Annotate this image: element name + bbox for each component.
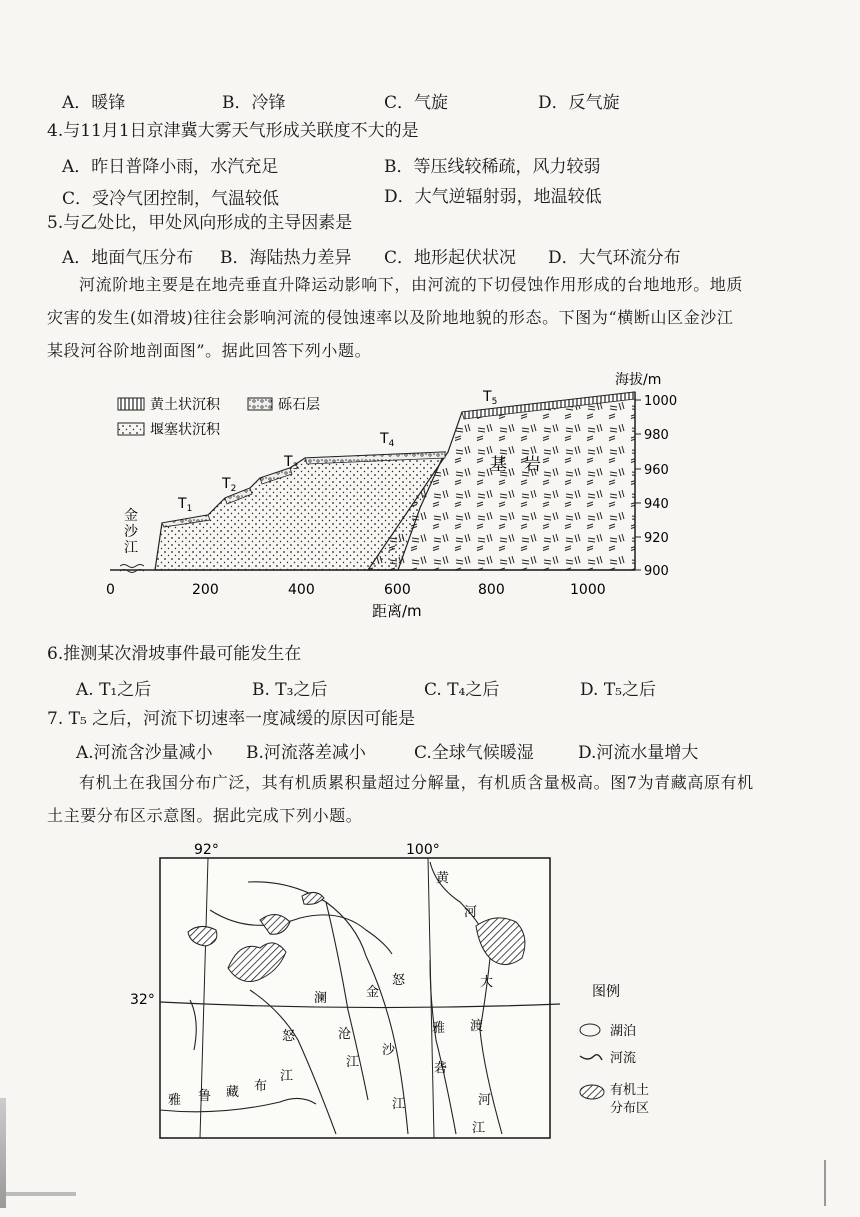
river-char: 河: [464, 905, 478, 920]
q7-option-b: B.河流落差减小: [246, 743, 366, 763]
map-legend-title: 图例: [592, 984, 620, 1000]
y-axis-title: 海拔/m: [615, 372, 662, 388]
x-tick-label: 800: [478, 582, 505, 598]
q4-option-d: D．大气逆辐射弱，地温较低: [384, 187, 602, 207]
legend-loess-swatch: [118, 398, 144, 410]
river-char: 沧: [338, 1027, 352, 1042]
q6-option-d: D. T₅之后: [580, 680, 656, 700]
y-tick-label: 1000: [644, 394, 678, 409]
legend-loess-label: 黄土状沉积: [150, 397, 220, 413]
terrace-profile-figure: [100, 368, 680, 628]
river-char: 渡: [470, 1019, 484, 1034]
legend-river-symbol: [580, 1055, 602, 1060]
q7-option-a: A.河流含沙量减小: [76, 743, 213, 763]
x-axis-title: 距离/m: [372, 602, 422, 620]
river-char: 江: [346, 1055, 360, 1070]
river-char: 砻: [434, 1061, 448, 1076]
q7-option-c: C.全球气候暖湿: [414, 743, 534, 763]
river-char: 怒: [282, 1029, 296, 1044]
river-char: 布: [254, 1079, 268, 1094]
legend-organic-symbol: [580, 1085, 604, 1099]
q4-option-a: A．昨日普降小雨，水汽充足: [62, 157, 279, 177]
legend-gravel-swatch: [248, 398, 272, 410]
legend-organic-label-1: 有机土: [610, 1083, 650, 1098]
legend-organic-label-2: 分布区: [610, 1101, 650, 1116]
q5-option-c: C．地形起伏状况: [384, 248, 517, 268]
legend-river-label: 河流: [610, 1051, 637, 1066]
y-ticks: [635, 394, 677, 579]
q5-stem: 5.与乙处比，甲处风向形成的主导因素是: [47, 213, 353, 233]
q7-option-d: D.河流水量增大: [578, 743, 699, 763]
lat-label-32: 32°: [130, 992, 155, 1008]
organic-soil-map-figure: [130, 840, 690, 1150]
q4-option-b: B．等压线较稀疏，风力较弱: [384, 157, 601, 177]
q5-option-b: B．海陆热力差异: [220, 248, 352, 268]
river-char: 澜: [314, 991, 328, 1006]
y-tick-label: 900: [644, 564, 669, 579]
river-char: 江: [392, 1097, 406, 1112]
y-tick-label: 980: [644, 428, 669, 443]
terrace-label-t1: $T_1$: [178, 496, 193, 514]
lon-label-92: 92°: [194, 842, 219, 858]
q6-option-b: B. T₃之后: [252, 680, 328, 700]
scan-edge-bottom: [6, 1192, 76, 1196]
river-water-symbol: [120, 565, 144, 573]
y-tick-label: 940: [644, 497, 669, 512]
q6-option-a: A. T₁之后: [76, 680, 152, 700]
x-tick-label: 400: [288, 582, 315, 598]
q6-option-c: C. T₄之后: [424, 680, 500, 700]
river-label-jinsha-2: 沙: [124, 524, 138, 540]
q4-stem: 4.与11月1日京津冀大雾天气形成关联度不大的是: [47, 121, 419, 141]
legend-lake-symbol: [580, 1024, 600, 1036]
q3-option-c: C．气旋: [384, 93, 449, 113]
river-label-jinsha-1: 金: [124, 508, 138, 524]
y-tick-label: 920: [644, 531, 669, 546]
river-char: 河: [478, 1093, 492, 1108]
river-label-jinsha-3: 江: [124, 540, 138, 556]
river-char: 大: [480, 975, 494, 990]
x-ticks: [106, 582, 606, 598]
river-char: 江: [472, 1121, 486, 1136]
legend-gravel-label: 砾石层: [278, 397, 320, 413]
x-tick-label: 1000: [570, 582, 606, 598]
passage-terrace: 河流阶地主要是在地壳垂直升降运动影响下，由河流的下切侵蚀作用形成的台地地形。地质灾害的发生(如滑坡)往往会影响河流的侵蚀速率以及阶地地貌的形态。下图为“横断山区金沙江某段河谷阶地剖面图”。据此回答下列小题。: [47, 275, 744, 360]
river-char: 江: [280, 1069, 294, 1084]
terrace-label-t5: $T_5$: [483, 389, 498, 407]
passage-organic-soil: 有机土在我国分布广泛，其有机质累积量超过分解量，有机质含量极高。图7为青藏高原有机土主要分布区示意图。据此完成下列小题。: [47, 773, 754, 825]
q3-option-a: A．暖锋: [62, 93, 126, 113]
river-char: 沙: [382, 1043, 396, 1058]
river-char: 金: [366, 985, 380, 1000]
x-tick-label: 600: [384, 582, 411, 598]
river-char: 藏: [226, 1085, 240, 1100]
dammed-sediment-region: [155, 452, 445, 570]
terrace-label-t4: $T_4$: [380, 431, 395, 449]
river-char: 怒: [392, 973, 406, 988]
river-char: 雅: [168, 1093, 182, 1108]
legend-dammed-swatch: [118, 423, 144, 435]
river-char: 雅: [432, 1021, 446, 1036]
terrace-label-t3: $T_3$: [284, 454, 299, 472]
bedrock-label: 基 岩: [490, 455, 541, 475]
q7-stem: 7. T₅ 之后，河流下切速率一度减缓的原因可能是: [47, 709, 416, 729]
q3-option-b: B．冷锋: [222, 93, 286, 113]
terrace-label-t2: $T_2$: [222, 476, 237, 494]
q5-option-d: D．大气环流分布: [548, 248, 681, 268]
river-char: 鲁: [198, 1089, 212, 1104]
scan-edge-right: [824, 1160, 826, 1206]
lon-label-100: 100°: [406, 842, 440, 858]
legend-dammed-label: 堰塞状沉积: [150, 422, 220, 438]
x-tick-label: 0: [106, 582, 115, 598]
river-char: 黄: [436, 871, 450, 886]
q4-option-c: C．受冷气团控制，气温较低: [62, 189, 280, 209]
q3-option-d: D．反气旋: [538, 93, 620, 113]
y-tick-label: 960: [644, 463, 669, 478]
legend-lake-label: 湖泊: [610, 1024, 637, 1039]
q5-option-a: A．地面气压分布: [62, 248, 194, 268]
x-tick-label: 200: [192, 582, 219, 598]
q6-stem: 6.推测某次滑坡事件最可能发生在: [47, 644, 302, 664]
